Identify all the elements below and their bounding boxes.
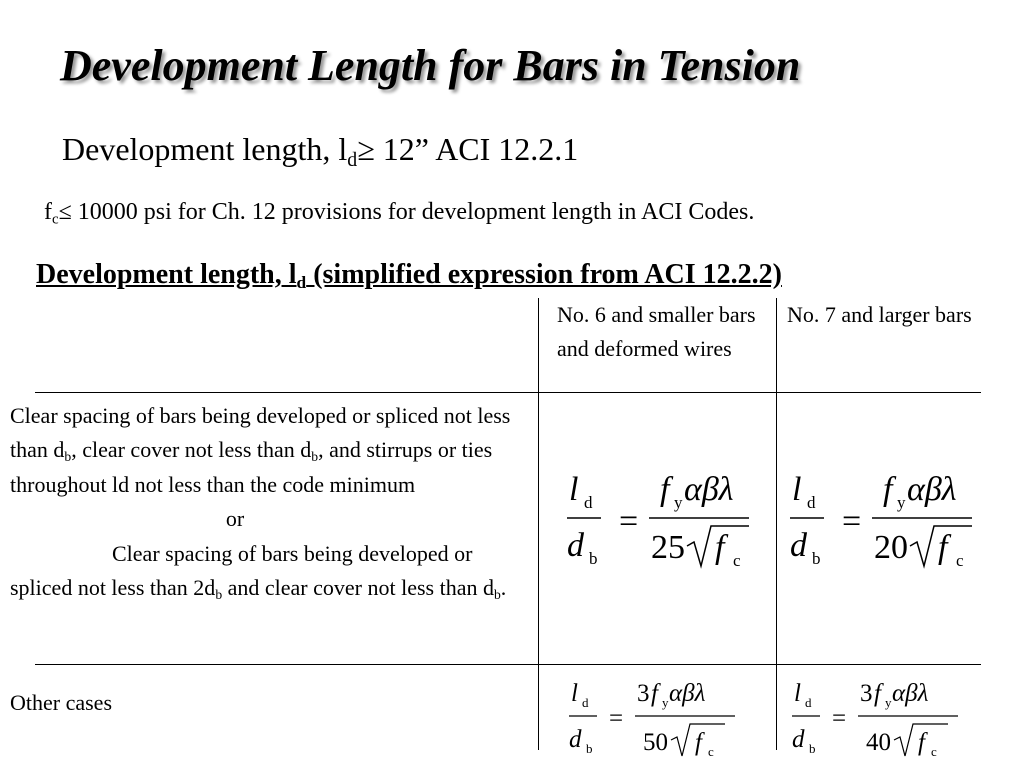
svg-text:c: c bbox=[956, 551, 964, 570]
table-column-divider-1 bbox=[538, 298, 539, 750]
svg-text:=: = bbox=[842, 503, 862, 540]
svg-text:l: l bbox=[569, 471, 579, 508]
line2-subscript: c bbox=[52, 211, 59, 228]
svg-text:d: d bbox=[584, 493, 593, 512]
line2-suffix: 10000 psi for Ch. 12 provisions for development length in ACI Codes. bbox=[71, 199, 755, 225]
svg-text:3: 3 bbox=[637, 680, 650, 707]
svg-text:αβλ: αβλ bbox=[907, 471, 957, 508]
svg-text:c: c bbox=[931, 744, 937, 759]
svg-text:25: 25 bbox=[651, 529, 685, 566]
greater-equal-symbol: ≥ bbox=[357, 131, 375, 167]
table-column-divider-2 bbox=[776, 298, 777, 750]
svg-text:d: d bbox=[805, 695, 812, 710]
svg-text:y: y bbox=[674, 493, 683, 512]
svg-text:f: f bbox=[651, 680, 658, 707]
svg-text:f: f bbox=[715, 529, 725, 566]
svg-text:3: 3 bbox=[860, 680, 873, 707]
column-header-no7-larger: No. 7 and larger bars bbox=[787, 302, 972, 327]
svg-text:20: 20 bbox=[874, 529, 908, 566]
svg-text:=: = bbox=[609, 705, 624, 732]
line1-prefix: Development length, l bbox=[62, 131, 348, 167]
svg-text:f: f bbox=[874, 680, 881, 707]
line2-prefix: f bbox=[44, 199, 52, 225]
svg-text:l: l bbox=[794, 680, 801, 707]
formula-r1-large-bars bbox=[786, 466, 986, 576]
svg-text:b: b bbox=[586, 741, 593, 756]
heading-subscript: d bbox=[296, 273, 307, 293]
svg-text:αβλ: αβλ bbox=[892, 680, 929, 707]
svg-text:d: d bbox=[582, 695, 589, 710]
svg-text:f: f bbox=[918, 729, 925, 756]
svg-text:=: = bbox=[619, 503, 639, 540]
table-divider-top bbox=[35, 392, 981, 393]
formula-r1-small-bars bbox=[563, 466, 763, 576]
svg-text:αβλ: αβλ bbox=[684, 471, 734, 508]
slide-title: Development Length for Bars in Tension bbox=[60, 41, 801, 90]
svg-text:b: b bbox=[589, 549, 598, 568]
svg-text:c: c bbox=[733, 551, 741, 570]
svg-text:b: b bbox=[809, 741, 816, 756]
svg-text:αβλ: αβλ bbox=[669, 680, 706, 707]
section-heading bbox=[36, 256, 866, 293]
row1-condition-text bbox=[10, 399, 530, 605]
formula-r2-small-bars bbox=[565, 674, 745, 764]
row1-condition-a: Clear spacing of bars being developed or spliced not less than $d_b$, clear cover not less than $d_b$, and stirrups or ties throughout ld not less than the code minimum bbox=[10, 403, 511, 497]
svg-text:f: f bbox=[883, 471, 893, 508]
svg-text:l: l bbox=[571, 680, 578, 707]
development-length-min-line bbox=[62, 131, 579, 171]
svg-text:f: f bbox=[938, 529, 948, 566]
table-divider-middle bbox=[35, 664, 981, 665]
svg-text:y: y bbox=[897, 493, 906, 512]
svg-text:f: f bbox=[660, 471, 670, 508]
row1-condition-b: Clear spacing of bars being developed or spliced not less than $2d_b$ and clear cover not less than $d_b$. bbox=[10, 540, 507, 603]
svg-text:y: y bbox=[885, 695, 892, 710]
svg-text:y: y bbox=[662, 695, 669, 710]
svg-text:b: b bbox=[812, 549, 821, 568]
heading-suffix: (simplified expression from ACI 12.2.2) bbox=[306, 259, 782, 290]
svg-text:d: d bbox=[792, 726, 805, 753]
column-header-no6-smaller: No. 6 and smaller bars and deformed wires bbox=[557, 302, 756, 361]
line1-suffix: 12” ACI 12.2.1 bbox=[374, 131, 579, 167]
formula-r2-large-bars bbox=[788, 674, 968, 764]
svg-text:c: c bbox=[708, 744, 714, 759]
fc-limit-line bbox=[44, 199, 754, 226]
svg-text:40: 40 bbox=[866, 729, 891, 756]
svg-text:=: = bbox=[832, 705, 847, 732]
svg-text:d: d bbox=[807, 493, 816, 512]
line1-subscript: d bbox=[347, 148, 358, 171]
row1-or: or bbox=[225, 506, 245, 532]
svg-text:d: d bbox=[790, 527, 807, 564]
svg-text:d: d bbox=[567, 527, 584, 564]
svg-text:l: l bbox=[792, 471, 802, 508]
heading-prefix: Development length, l bbox=[36, 259, 297, 290]
svg-text:d: d bbox=[569, 726, 582, 753]
row2-other-cases: Other cases bbox=[10, 690, 113, 715]
svg-text:f: f bbox=[695, 729, 702, 756]
svg-text:50: 50 bbox=[643, 729, 668, 756]
less-equal-symbol: ≤ bbox=[58, 199, 72, 225]
